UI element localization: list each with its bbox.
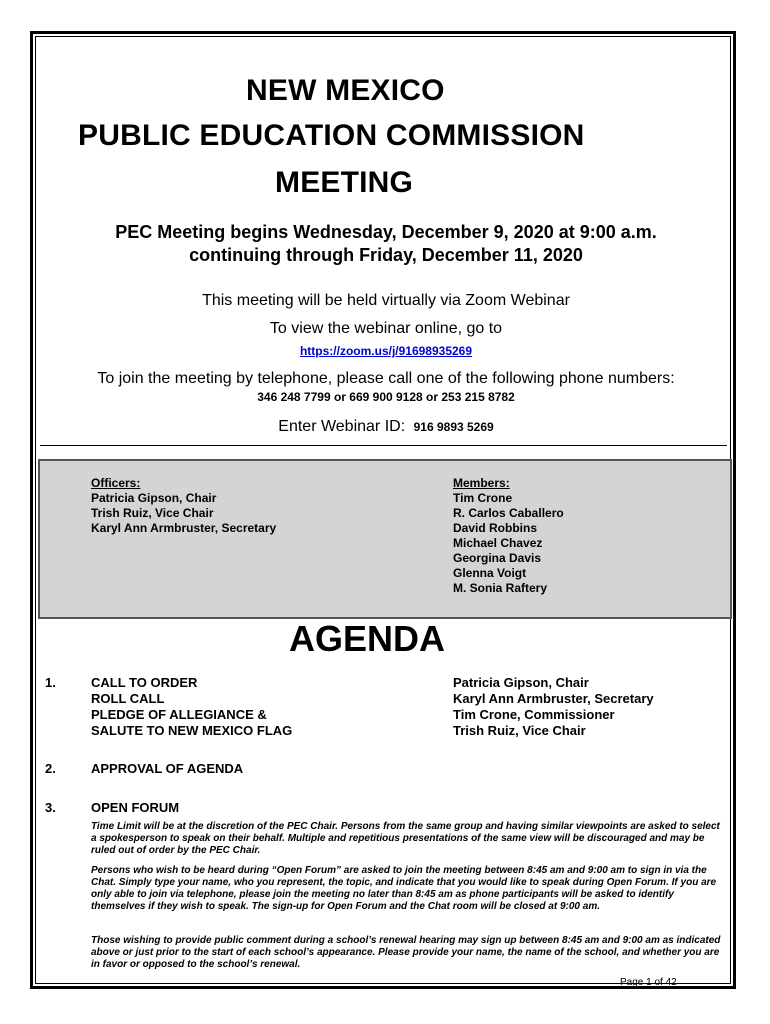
agenda-item-number: 1. <box>45 675 56 690</box>
title-line-2: PUBLIC EDUCATION COMMISSION <box>78 119 585 152</box>
view-prompt: To view the webinar online, go to <box>269 320 503 337</box>
officer: Trish Ruiz, Vice Chair <box>91 506 214 520</box>
open-forum-paragraph-3: Those wishing to provide public comment during a school’s renewal hearing may sign up between 8:45 am and 9:00 am as indicated above or just prior to the start of each school’s appearance. Please provide your name, the name of the school, and whether you are in favor or opposed to the school’s renewal. <box>91 935 721 970</box>
agenda-item-1 <box>91 675 292 739</box>
page-number: Page 1 of 42 <box>620 977 677 988</box>
agenda-item-1-presenters <box>453 675 654 739</box>
member: Tim Crone <box>453 491 513 505</box>
divider <box>40 445 727 446</box>
agenda-line: ROLL CALL <box>91 691 165 706</box>
agenda-heading: AGENDA <box>289 618 446 659</box>
agenda-item-3: OPEN FORUM <box>91 800 180 815</box>
agenda-item-number: 3. <box>45 800 56 815</box>
member: Georgina Davis <box>453 551 542 565</box>
virtual-note: This meeting will be held virtually via Zoom Webinar <box>202 292 570 309</box>
agenda-item-number: 2. <box>45 761 56 776</box>
presenter: Trish Ruiz, Vice Chair <box>453 723 586 738</box>
presenter: Patricia Gipson, Chair <box>453 675 589 690</box>
webinar-id: 916 9893 5269 <box>413 420 494 434</box>
open-forum-paragraph-1: Time Limit will be at the discretion of the PEC Chair. Persons from the same group and having similar viewpoints are asked to select a spokesperson to speak on their behalf. Multiple and repetitious presentations of the same view will be discouraged and may be ruled out of order by the PEC Chair. <box>91 821 720 856</box>
phone-numbers: 346 248 7799 or 669 900 9128 or 253 215 8782 <box>257 390 515 404</box>
title-line-1: NEW MEXICO <box>246 74 445 107</box>
zoom-link[interactable]: https://zoom.us/j/91698935269 <box>299 344 473 358</box>
members-heading: Members: <box>453 476 510 490</box>
agenda-line: CALL TO ORDER <box>91 675 198 690</box>
member: Michael Chavez <box>453 536 543 550</box>
phone-prompt: To join the meeting by telephone, please call one of the following phone numbers: <box>97 370 675 387</box>
member: R. Carlos Caballero <box>453 506 564 520</box>
meeting-dates-line-1: PEC Meeting begins Wednesday, December 9, 2020 at 9:00 a.m. <box>115 222 657 242</box>
title-line-3: MEETING <box>275 166 414 199</box>
open-forum-paragraph-2: Persons who wish to be heard during “Open Forum” are asked to join the meeting between 8:45 am and 9:00 am to sign in via the Chat. Simply type your name, who you represent, the topic, and indicate that you would like to speak during Open Forum. If you are only able to join via telephone, please join the meeting no later than 8:45 am as phone participants will be asked to identify themselves if they wish to speak. The sign-up for Open Forum and the Chat room will be closed at 9:00 am. <box>91 865 717 912</box>
members-list <box>453 476 564 596</box>
presenter: Karyl Ann Armbruster, Secretary <box>453 691 654 706</box>
member: M. Sonia Raftery <box>453 581 548 595</box>
agenda-line: PLEDGE OF ALLEGIANCE & <box>91 707 267 722</box>
agenda-item-2: APPROVAL OF AGENDA <box>91 761 244 776</box>
officers-list <box>91 476 276 536</box>
officers-heading: Officers: <box>91 476 141 490</box>
member: David Robbins <box>453 521 538 535</box>
member: Glenna Voigt <box>453 566 527 580</box>
webinar-id-label: Enter Webinar ID: <box>278 418 406 435</box>
officer: Karyl Ann Armbruster, Secretary <box>91 521 277 535</box>
agenda-line: SALUTE TO NEW MEXICO FLAG <box>91 723 293 738</box>
meeting-dates-line-2: continuing through Friday, December 11, 2020 <box>189 245 583 265</box>
officer: Patricia Gipson, Chair <box>91 491 217 505</box>
presenter: Tim Crone, Commissioner <box>453 707 615 722</box>
